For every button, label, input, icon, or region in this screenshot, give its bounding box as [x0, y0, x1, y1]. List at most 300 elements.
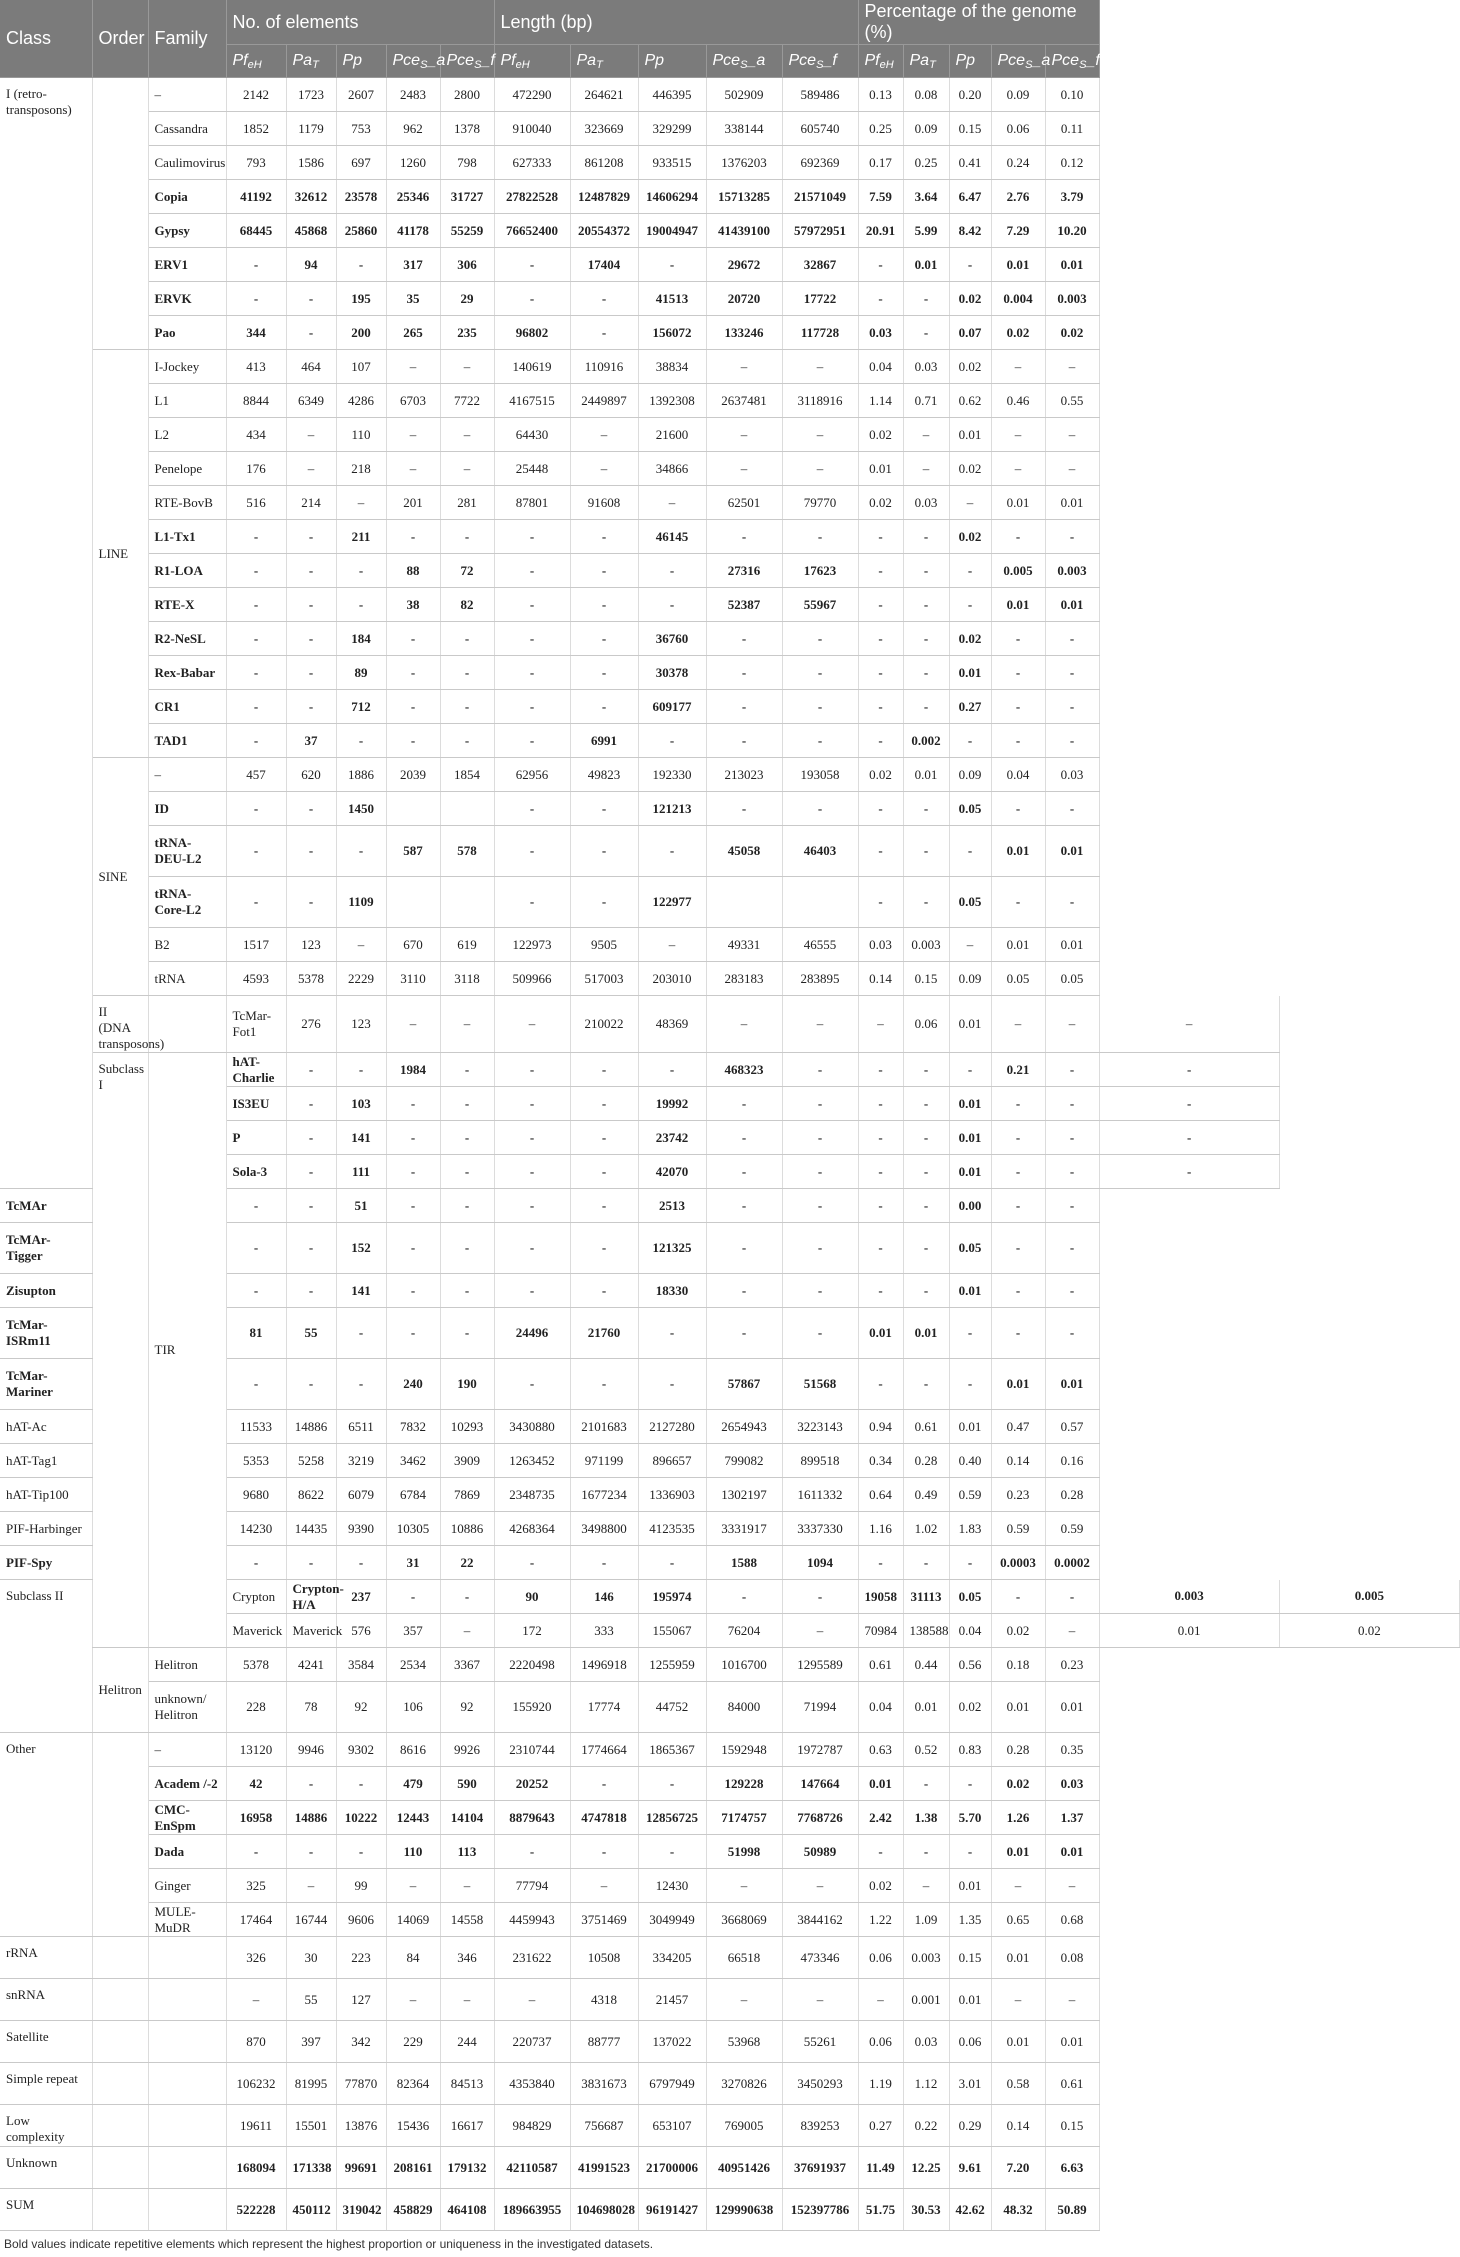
value-cell: - [903, 282, 949, 316]
value-cell: – [386, 350, 440, 384]
value-cell: 41439100 [706, 214, 782, 248]
value-cell: 176 [226, 452, 286, 486]
value-cell: - [336, 1835, 386, 1869]
value-cell: 7.29 [991, 214, 1045, 248]
value-cell: 1255959 [638, 1648, 706, 1682]
value-cell: – [440, 418, 494, 452]
value-cell: 0.57 [1045, 1410, 1099, 1444]
value-cell: 0.03 [858, 928, 903, 962]
value-cell: 326 [226, 1937, 286, 1979]
value-cell: 0.12 [1045, 146, 1099, 180]
value-cell: 36760 [638, 622, 706, 656]
value-cell: 0.16 [1045, 1444, 1099, 1478]
value-cell: 2607 [336, 78, 386, 112]
value-cell: 0.08 [903, 78, 949, 112]
value-cell: 90 [494, 1580, 570, 1614]
value-cell: - [782, 1155, 858, 1189]
value-cell: 0.34 [858, 1444, 903, 1478]
value-cell: 3462 [386, 1444, 440, 1478]
family-cell: Crypton-H/A [286, 1580, 336, 1614]
value-cell: 2348735 [494, 1478, 570, 1512]
table-row [0, 248, 1460, 282]
value-cell: 464 [286, 350, 336, 384]
value-cell: 2483 [386, 78, 440, 112]
value-cell: 7832 [386, 1410, 440, 1444]
value-cell: - [286, 1121, 336, 1155]
value-cell: 0.59 [1045, 1512, 1099, 1546]
table-row [0, 520, 1460, 554]
value-cell: 1263452 [494, 1444, 570, 1478]
value-cell: 0.01 [949, 996, 991, 1053]
value-cell: 10293 [440, 1410, 494, 1444]
value-cell: – [286, 452, 336, 486]
value-cell: 52387 [706, 588, 782, 622]
value-cell: - [782, 1121, 858, 1155]
family-cell: Maverick [286, 1614, 336, 1648]
value-cell: 8622 [286, 1478, 336, 1512]
value-cell: 0.02 [858, 1869, 903, 1903]
family-cell: TcMar-Mariner [0, 1359, 92, 1410]
value-cell: 146 [570, 1580, 638, 1614]
table-row [0, 384, 1460, 418]
value-cell: – [706, 1979, 782, 2021]
value-cell: 122977 [638, 877, 706, 928]
value-cell: 0.02 [949, 520, 991, 554]
value-cell: - [286, 877, 336, 928]
value-cell: 14069 [386, 1903, 440, 1937]
value-cell: - [570, 1223, 638, 1274]
value-cell: 19004947 [638, 214, 706, 248]
value-cell: 111 [336, 1155, 386, 1189]
value-cell: 605740 [782, 112, 858, 146]
value-cell: - [226, 1835, 286, 1869]
value-cell: - [991, 1155, 1045, 1189]
value-cell: - [858, 792, 903, 826]
value-cell: 522228 [226, 2189, 286, 2231]
value-cell: 3450293 [782, 2063, 858, 2105]
value-cell: 1179 [286, 112, 336, 146]
value-cell: - [226, 1223, 286, 1274]
family-cell: R1-LOA [148, 554, 226, 588]
value-cell: 129228 [706, 1767, 782, 1801]
value-cell: 0.61 [1045, 2063, 1099, 2105]
value-cell: 171338 [286, 2147, 336, 2189]
table-row [0, 1682, 1460, 1733]
value-cell: 5258 [286, 1444, 336, 1478]
order-cell [92, 78, 148, 350]
value-cell: 235 [440, 316, 494, 350]
value-cell: 62501 [706, 486, 782, 520]
value-cell: - [706, 656, 782, 690]
value-cell: 342 [336, 2021, 386, 2063]
value-cell: - [858, 248, 903, 282]
value-cell: 0.01 [1045, 2021, 1099, 2063]
value-cell: - [638, 1308, 706, 1359]
value-cell: - [494, 554, 570, 588]
value-cell: - [1045, 877, 1099, 928]
value-cell: 0.71 [903, 384, 949, 418]
value-cell: 218 [336, 452, 386, 486]
value-cell: 6784 [386, 1478, 440, 1512]
table-row [0, 418, 1460, 452]
value-cell: - [858, 826, 903, 877]
value-cell: 5.70 [949, 1801, 991, 1835]
value-cell: - [638, 248, 706, 282]
value-cell: 589486 [782, 78, 858, 112]
value-cell: – [991, 1869, 1045, 1903]
value-cell: 51 [336, 1189, 386, 1223]
value-cell: 55 [286, 1308, 336, 1359]
species-header: Pp [949, 45, 991, 78]
class-cell: Subclass I [92, 1053, 148, 1648]
value-cell: - [1045, 1223, 1099, 1274]
family-cell [148, 2147, 226, 2189]
value-cell: 20.91 [858, 214, 903, 248]
family-cell: ERVK [148, 282, 226, 316]
value-cell: 21700006 [638, 2147, 706, 2189]
value-cell: 25860 [336, 214, 386, 248]
value-cell: 92 [336, 1682, 386, 1733]
value-cell: - [638, 588, 706, 622]
value-cell: – [386, 996, 440, 1053]
value-cell: - [570, 877, 638, 928]
value-cell: 96802 [494, 316, 570, 350]
value-cell: - [286, 690, 336, 724]
value-cell: - [949, 1308, 991, 1359]
table-row [0, 690, 1460, 724]
value-cell: - [570, 316, 638, 350]
value-cell: 30.53 [903, 2189, 949, 2231]
value-cell: 8879643 [494, 1801, 570, 1835]
value-cell: - [494, 792, 570, 826]
value-cell: 0.02 [991, 316, 1045, 350]
value-cell: - [570, 826, 638, 877]
value-cell: - [440, 520, 494, 554]
value-cell: - [226, 724, 286, 758]
value-cell: - [949, 588, 991, 622]
value-cell: 129990638 [706, 2189, 782, 2231]
family-cell: Zisupton [0, 1274, 92, 1308]
value-cell: 3498800 [570, 1512, 638, 1546]
value-cell [706, 877, 782, 928]
value-cell: 55259 [440, 214, 494, 248]
value-cell: 25346 [386, 180, 440, 214]
value-cell: 0.05 [1045, 962, 1099, 996]
value-cell: 0.04 [858, 350, 903, 384]
value-cell: 3223143 [782, 1410, 858, 1444]
value-cell: 172 [494, 1614, 570, 1648]
value-cell: - [440, 622, 494, 656]
value-cell: 1.09 [903, 1903, 949, 1937]
value-cell: – [286, 418, 336, 452]
value-cell: – [782, 996, 858, 1053]
table-row [0, 928, 1460, 962]
value-cell: - [286, 1087, 336, 1121]
value-cell: 14558 [440, 1903, 494, 1937]
class-cell: I (retro-transposons) [0, 78, 92, 1189]
value-cell: - [782, 1189, 858, 1223]
family-cell: PIF-Spy [0, 1546, 92, 1580]
value-cell: 38 [386, 588, 440, 622]
value-cell: 3751469 [570, 1903, 638, 1937]
value-cell: – [1045, 1869, 1099, 1903]
family-cell: L1 [148, 384, 226, 418]
value-cell: 5.99 [903, 214, 949, 248]
table-row [0, 1801, 1460, 1835]
value-cell: 0.03 [1045, 1767, 1099, 1801]
value-cell: 1972787 [782, 1733, 858, 1767]
value-cell: 0.24 [991, 146, 1045, 180]
table-row [0, 1733, 1460, 1767]
value-cell: - [386, 520, 440, 554]
value-cell: 0.46 [991, 384, 1045, 418]
value-cell: 0.05 [991, 962, 1045, 996]
value-cell: - [949, 1359, 991, 1410]
value-cell: 0.01 [991, 486, 1045, 520]
value-cell: 88777 [570, 2021, 638, 2063]
value-cell: 77870 [336, 2063, 386, 2105]
header-group-length: Length (bp) [494, 0, 858, 45]
value-cell: 8.42 [949, 214, 991, 248]
table-row [0, 282, 1460, 316]
value-cell: 1586 [286, 146, 336, 180]
value-cell: - [226, 690, 286, 724]
value-cell: 78 [286, 1682, 336, 1733]
value-cell: - [638, 554, 706, 588]
value-cell: 0.00 [949, 1189, 991, 1223]
family-cell: hAT-Tag1 [0, 1444, 92, 1478]
value-cell: 46145 [638, 520, 706, 554]
value-cell: 17623 [782, 554, 858, 588]
value-cell: 1.22 [858, 1903, 903, 1937]
species-header: Pce$_S$_a [386, 45, 440, 78]
value-cell: – [494, 1979, 570, 2021]
table-row [0, 78, 1460, 112]
value-cell: 1376203 [706, 146, 782, 180]
value-cell: – [440, 1979, 494, 2021]
value-cell [782, 877, 858, 928]
value-cell: 0.17 [858, 146, 903, 180]
species-header: Pp [336, 45, 386, 78]
value-cell: - [1045, 1121, 1099, 1155]
value-cell: - [386, 1121, 440, 1155]
value-cell: – [570, 418, 638, 452]
value-cell: - [570, 1155, 638, 1189]
value-cell: 329299 [638, 112, 706, 146]
family-cell: RTE-X [148, 588, 226, 622]
value-cell: 0.01 [949, 1155, 991, 1189]
value-cell: - [440, 1580, 494, 1614]
value-cell: - [494, 690, 570, 724]
value-cell: 19992 [638, 1087, 706, 1121]
species-header: Pp [638, 45, 706, 78]
value-cell: 184 [336, 622, 386, 656]
value-cell: - [440, 1223, 494, 1274]
value-cell: 1.02 [903, 1512, 949, 1546]
value-cell: 0.01 [991, 248, 1045, 282]
value-cell: - [991, 792, 1045, 826]
value-cell: 0.94 [858, 1410, 903, 1444]
value-cell: – [782, 452, 858, 486]
value-cell: 0.64 [858, 1478, 903, 1512]
table-row [0, 180, 1460, 214]
value-cell: 3909 [440, 1444, 494, 1478]
family-cell: B2 [148, 928, 226, 962]
value-cell: 147664 [782, 1767, 858, 1801]
value-cell: 25448 [494, 452, 570, 486]
value-cell: – [1045, 350, 1099, 384]
value-cell: 306 [440, 248, 494, 282]
value-cell: 0.28 [903, 1444, 949, 1478]
value-cell: - [570, 282, 638, 316]
value-cell: 0.63 [858, 1733, 903, 1767]
value-cell: - [991, 690, 1045, 724]
value-cell: 42 [226, 1767, 286, 1801]
value-cell: 870 [226, 2021, 286, 2063]
value-cell: 168094 [226, 2147, 286, 2189]
value-cell: 6991 [570, 724, 638, 758]
value-cell: 1.19 [858, 2063, 903, 2105]
value-cell: 4318 [570, 1979, 638, 2021]
value-cell: 0.14 [991, 2105, 1045, 2147]
value-cell: 397 [286, 2021, 336, 2063]
value-cell: 50989 [782, 1835, 858, 1869]
family-cell: tRNA [148, 962, 226, 996]
value-cell: 20252 [494, 1767, 570, 1801]
value-cell: 2654943 [706, 1410, 782, 1444]
value-cell: - [903, 520, 949, 554]
value-cell: 839253 [782, 2105, 858, 2147]
table-row [0, 2021, 1460, 2063]
value-cell: 193058 [782, 758, 858, 792]
value-cell: 0.01 [903, 758, 949, 792]
value-cell: 208161 [386, 2147, 440, 2189]
value-cell: – [903, 452, 949, 486]
value-cell: 1260 [386, 146, 440, 180]
value-cell: 1.16 [858, 1512, 903, 1546]
value-cell: 446395 [638, 78, 706, 112]
value-cell: 464108 [440, 2189, 494, 2231]
family-cell: hAT-Ac [0, 1410, 92, 1444]
value-cell: 0.15 [903, 962, 949, 996]
value-cell: - [858, 1359, 903, 1410]
value-cell: 1094 [782, 1546, 858, 1580]
value-cell: 214 [286, 486, 336, 520]
value-cell: 317 [386, 248, 440, 282]
table-body [0, 78, 1460, 2231]
value-cell: 357 [386, 1614, 440, 1648]
value-cell: 798 [440, 146, 494, 180]
value-cell: - [903, 826, 949, 877]
value-cell: 141 [336, 1274, 386, 1308]
value-cell: 21571049 [782, 180, 858, 214]
value-cell: - [858, 554, 903, 588]
value-cell: 1.37 [1045, 1801, 1099, 1835]
table-row [0, 826, 1460, 877]
value-cell: - [336, 1767, 386, 1801]
value-cell: 334205 [638, 1937, 706, 1979]
value-cell: 0.003 [903, 928, 949, 962]
value-cell: 106232 [226, 2063, 286, 2105]
value-cell: 106 [386, 1682, 440, 1733]
value-cell: – [949, 486, 991, 520]
value-cell: 3331917 [706, 1512, 782, 1546]
value-cell: 12487829 [570, 180, 638, 214]
table-row [0, 1835, 1460, 1869]
value-cell: 10222 [336, 1801, 386, 1835]
value-cell: - [286, 282, 336, 316]
value-cell: - [226, 1359, 286, 1410]
family-cell: TcMAr [0, 1189, 92, 1223]
value-cell: 37 [286, 724, 336, 758]
value-cell: 9606 [336, 1903, 386, 1937]
value-cell: 51998 [706, 1835, 782, 1869]
class-cell: rRNA [0, 1937, 92, 1979]
value-cell: 9946 [286, 1733, 336, 1767]
value-cell: 6079 [336, 1478, 386, 1512]
value-cell: - [440, 724, 494, 758]
value-cell: 0.01 [991, 1359, 1045, 1410]
value-cell: 468323 [706, 1053, 782, 1087]
value-cell: 5353 [226, 1444, 286, 1478]
value-cell: - [494, 724, 570, 758]
class-cell: Low complexity [0, 2105, 92, 2147]
value-cell: 45868 [286, 214, 336, 248]
value-cell: 137022 [638, 2021, 706, 2063]
value-cell: - [858, 1053, 903, 1087]
value-cell: - [903, 1121, 949, 1155]
value-cell: – [570, 1869, 638, 1903]
value-cell: - [494, 1189, 570, 1223]
family-cell: Gypsy [148, 214, 226, 248]
value-cell: 0.06 [991, 112, 1045, 146]
value-cell: - [782, 1087, 858, 1121]
table-row [0, 656, 1460, 690]
value-cell: 2127280 [638, 1410, 706, 1444]
value-cell: - [903, 656, 949, 690]
value-cell: 0.03 [903, 2021, 949, 2063]
value-cell: 0.08 [1045, 1937, 1099, 1979]
value-cell [440, 877, 494, 928]
value-cell: 0.004 [991, 282, 1045, 316]
value-cell: 0.01 [991, 1937, 1045, 1979]
value-cell: 0.09 [949, 758, 991, 792]
value-cell: 609177 [638, 690, 706, 724]
value-cell: 265 [386, 316, 440, 350]
value-cell: - [440, 1121, 494, 1155]
value-cell: 2449897 [570, 384, 638, 418]
value-cell: 41192 [226, 180, 286, 214]
value-cell: 0.02 [949, 622, 991, 656]
value-cell: 84513 [440, 2063, 494, 2105]
value-cell: 283895 [782, 962, 858, 996]
value-cell: - [858, 1087, 903, 1121]
value-cell: 4353840 [494, 2063, 570, 2105]
value-cell: 19058 [858, 1580, 903, 1614]
value-cell: 7869 [440, 1478, 494, 1512]
value-cell: - [386, 1580, 440, 1614]
value-cell: – [494, 996, 570, 1053]
value-cell: – [858, 996, 903, 1053]
value-cell: - [386, 1155, 440, 1189]
value-cell: 0.09 [949, 962, 991, 996]
family-cell: tRNA-Core-L2 [148, 877, 226, 928]
value-cell: 228 [226, 1682, 286, 1733]
family-cell [148, 1937, 226, 1979]
value-cell: 9680 [226, 1478, 286, 1512]
species-header: $Pf_{eH}$ [494, 45, 570, 78]
family-cell [148, 2063, 226, 2105]
